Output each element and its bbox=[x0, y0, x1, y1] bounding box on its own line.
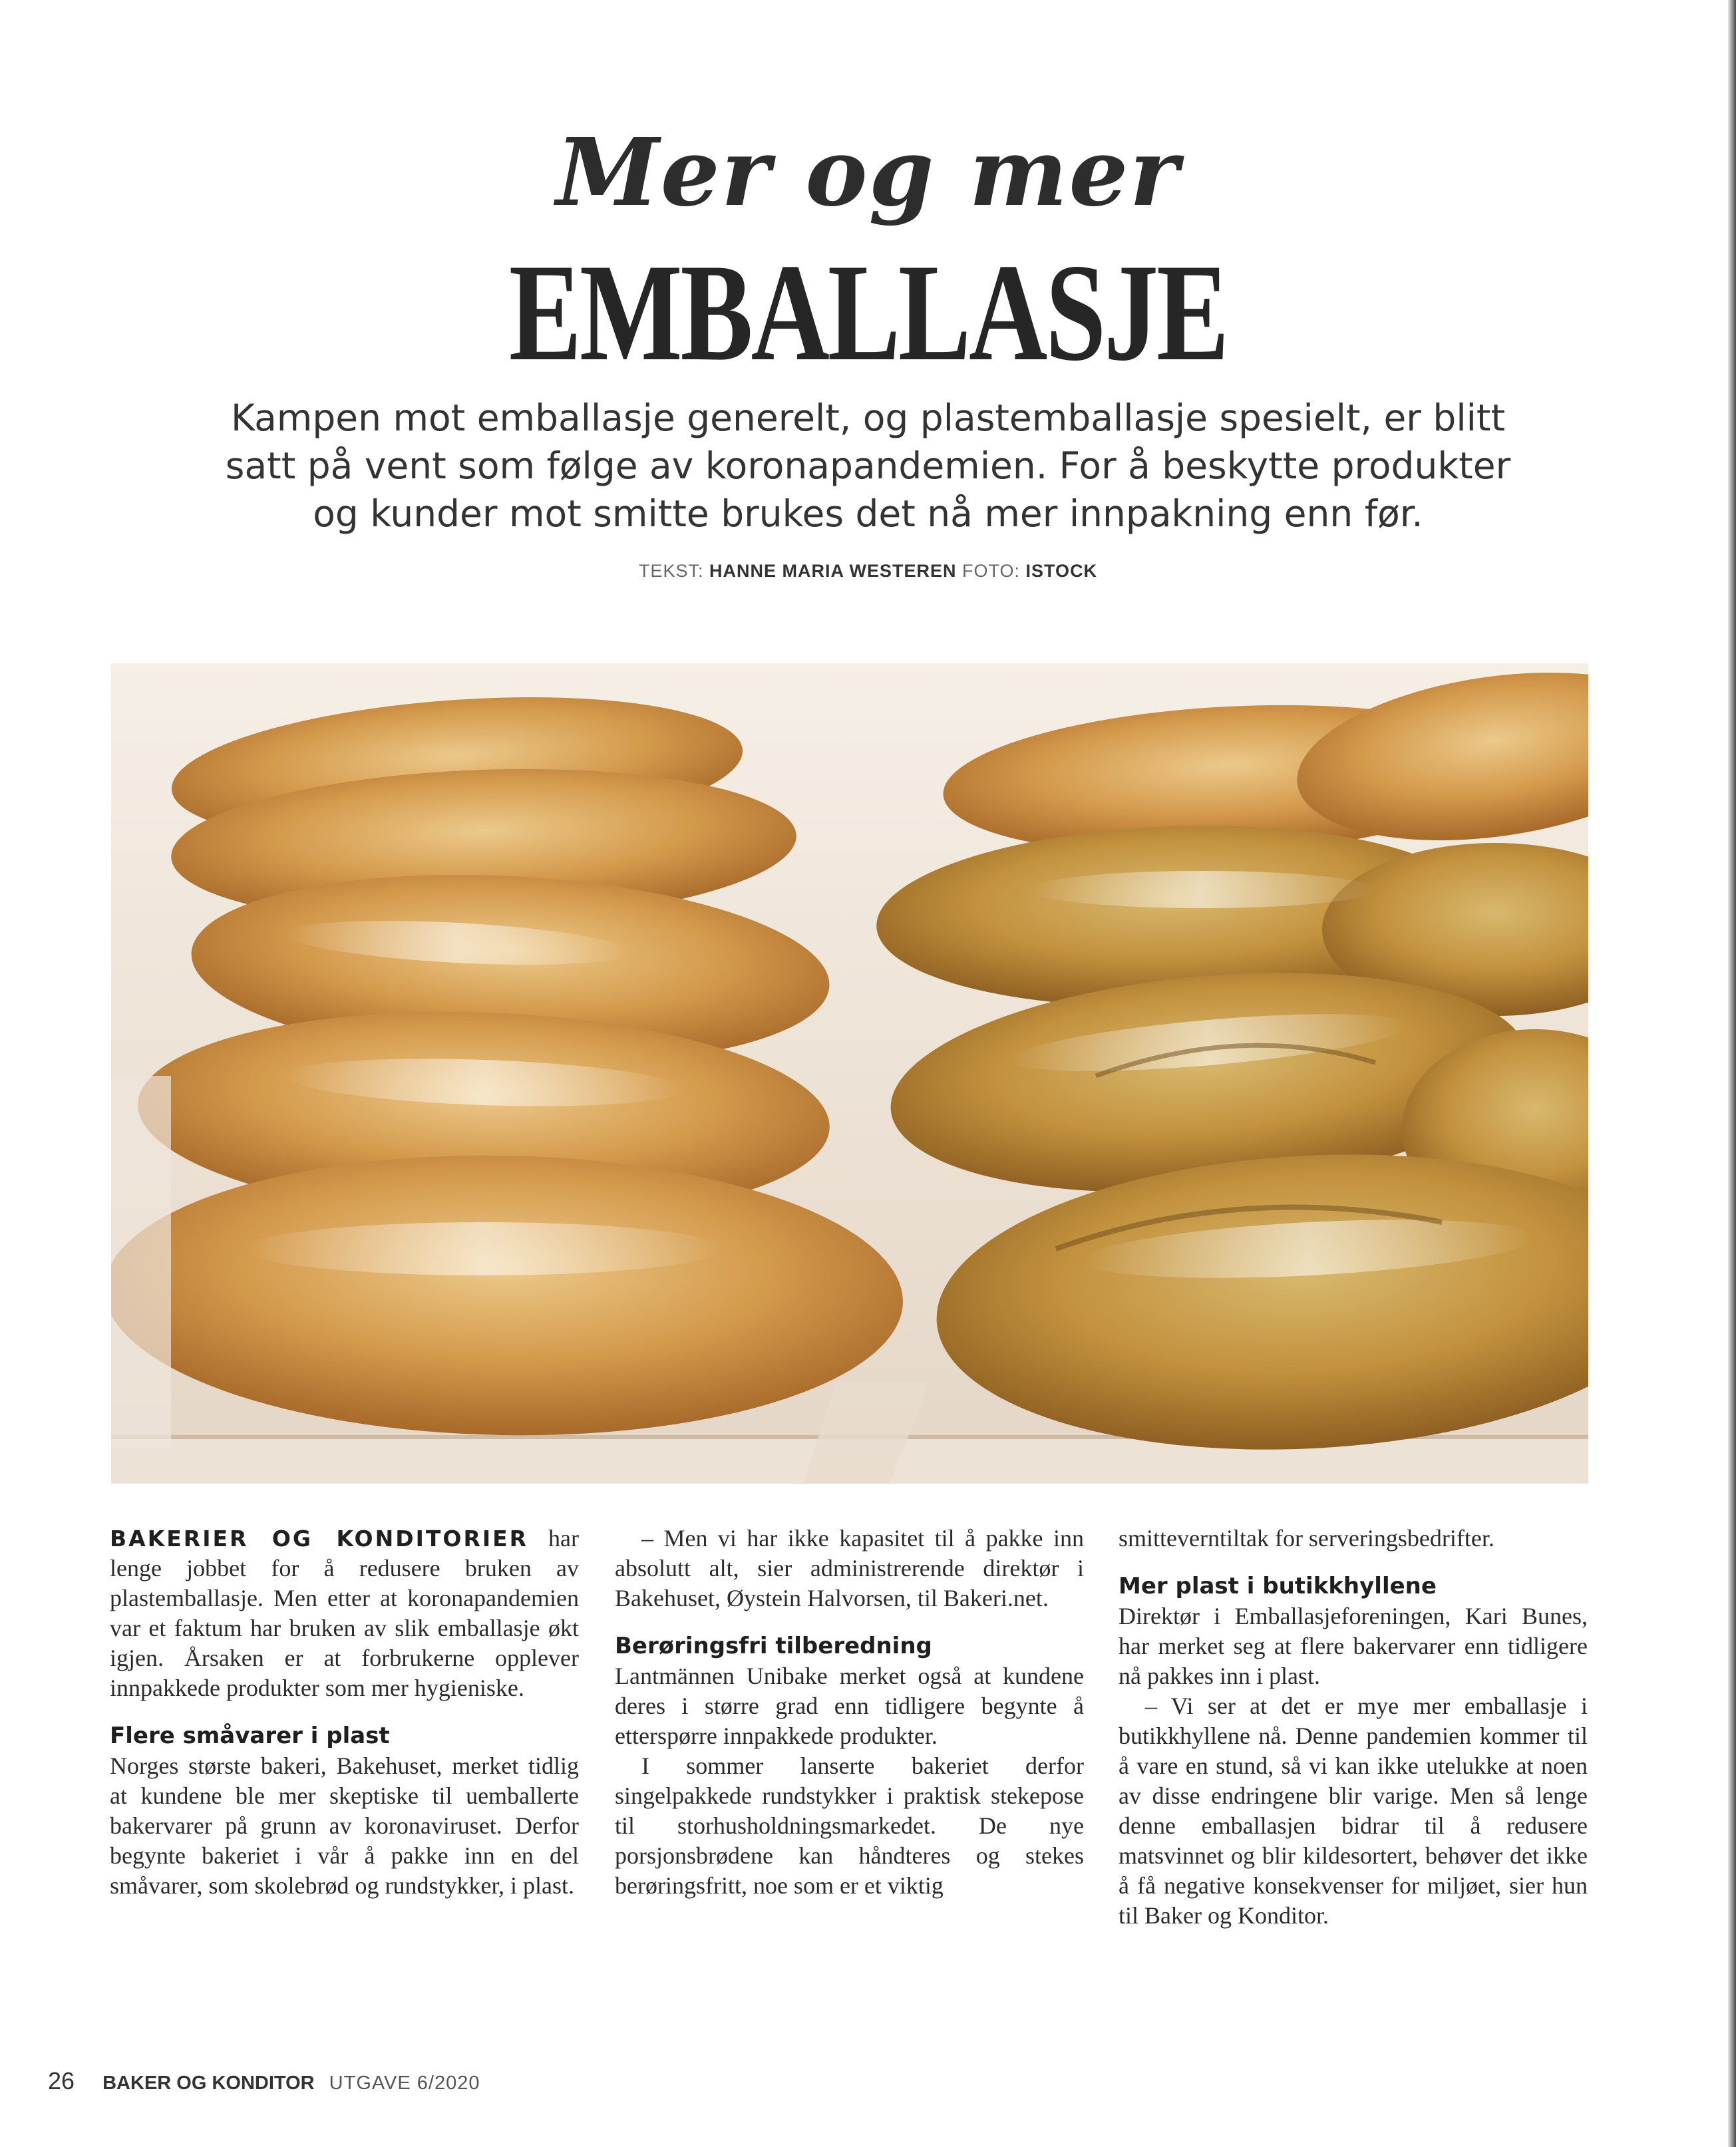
col3-paragraph-1: smitteverntiltak for serveringsbedrifter. bbox=[1119, 1525, 1494, 1552]
col1-paragraph-1-text: har lenge jobbet for å redusere bruken av plastemballasje. Men etter at koronapandemien var et faktum har bruken av slik emballasje økt igjen. Årsaken er at forbrukerne opplever innpakkede produkter som mer hygieniske. bbox=[110, 1525, 580, 1701]
article-headline: EMBALLASJE bbox=[508, 236, 1228, 390]
byline-text-label: TEKST: bbox=[638, 561, 704, 581]
article-column-1 bbox=[110, 1524, 579, 1901]
col2-paragraph-1: – Men vi har ikke kapasitet til å pakke inn absolutt alt, sier administrerende direktør i Bakehuset, Øystein Halvorsen, til Bakeri.net. bbox=[615, 1525, 1084, 1611]
col2-paragraph-2: Lantmännen Unibake merket også at kundene deres i større grad enn tidligere begynte å etterspørre innpakkede produkter. bbox=[615, 1663, 1084, 1749]
article-lede: Kampen mot emballasje generelt, og plastemballasje spesielt, er blitt satt på vent som følge av koronapandemien. For å beskytte produkter og kunder mot smitte brukes det nå mer innpakning enn før. bbox=[225, 397, 1511, 535]
col1-paragraph-1 bbox=[110, 1524, 579, 1703]
page-number: 26 bbox=[48, 2067, 75, 2094]
loaves-right bbox=[874, 663, 1588, 1468]
article-column-2 bbox=[615, 1524, 1084, 1901]
col1-paragraph-2: Norges største bakeri, Bakehuset, merket tidlig at kundene ble mer skeptiske til uemballerte bakervarer på grunn av koronaviruset. Derfor begynte bakeriet i vår å pakke inn en del småvarer, som skolebrød og rundstykker, i plast. bbox=[110, 1752, 579, 1899]
byline-author: HANNE MARIA WESTEREN bbox=[709, 561, 957, 581]
issue-label: UTGAVE 6/2020 bbox=[329, 2072, 480, 2094]
article-byline bbox=[0, 561, 1736, 581]
byline-photographer: ISTOCK bbox=[1025, 561, 1098, 581]
page-footer bbox=[48, 2067, 480, 2095]
page-edge-shadow bbox=[1728, 0, 1736, 2147]
col1-subheading: Flere småvarer i plast bbox=[110, 1723, 390, 1749]
bread-illustration bbox=[111, 663, 1588, 1484]
col2-subheading: Berøringsfri tilberedning bbox=[615, 1633, 932, 1659]
byline-photo-label: FOTO: bbox=[962, 561, 1021, 581]
magazine-name: BAKER OG KONDITOR bbox=[102, 2072, 315, 2094]
col3-paragraph-2: Direktør i Emballasjeforeningen, Kari Bunes, har merket seg at flere bakervarer enn tidligere nå pakkes inn i plast. bbox=[1119, 1603, 1588, 1689]
lead-in-caps: BAKERIER OG KONDITORIER bbox=[110, 1526, 529, 1552]
col3-subheading: Mer plast i butikkhyllene bbox=[1119, 1573, 1437, 1599]
article-column-3 bbox=[1119, 1524, 1588, 1931]
bread-photo bbox=[111, 663, 1588, 1484]
col3-paragraph-3: – Vi ser at det er mye mer emballasje i butikkhyllene nå. Denne pandemien kommer til å vare en stund, så vi kan ikke utelukke at noen av disse endringene blir varige. Men så lenge denne emballasjen bidrar til å redusere matsvinnet og blir kildesortert, behøver det ikke å få negative konsekvenser for miljøet, sier hun til Baker og Konditor. bbox=[1119, 1693, 1588, 1929]
col2-paragraph-3: I sommer lanserte bakeriet derfor singelpakkede rundstykker i praktisk stekepose til storhusholdningsmarkedet. De nye porsjonsbrødene kan håndteres og stekes berøringsfritt, noe som er et viktig bbox=[615, 1752, 1084, 1899]
article-kicker: Mer og mer bbox=[556, 118, 1180, 228]
